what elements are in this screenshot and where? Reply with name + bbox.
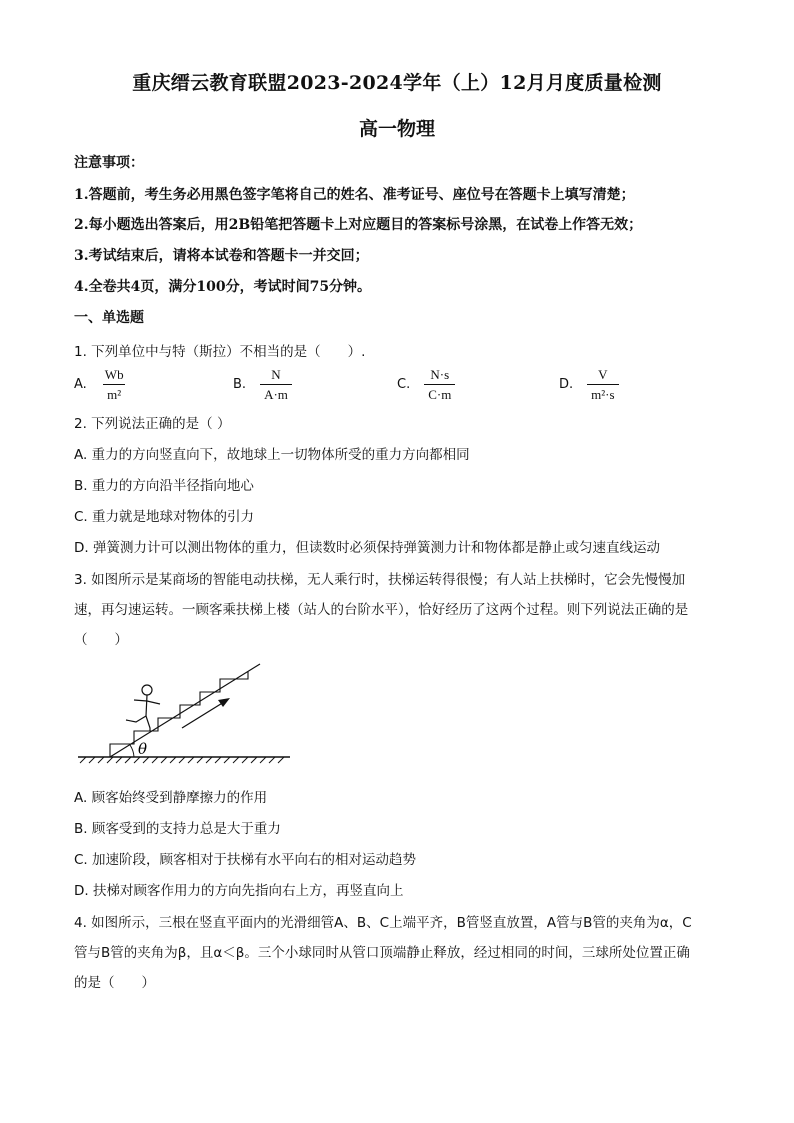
q4-stem-line-1: 4. 如图所示，三根在竖直平面内的光滑细管A、B、C上端平齐，B管竖直放置，A管与B管的夹角为α，C (74, 915, 692, 931)
q2-stem: 2. 下列说法正确的是（ ） (74, 416, 231, 432)
notice-item-1: 1.答题前，考生务必用黑色签字笔将自己的姓名、准考证号、座位号在答题卡上填写清楚； (74, 187, 635, 203)
angle-arc (130, 745, 134, 757)
escalator-diagram (74, 660, 294, 772)
unit-fraction (424, 368, 455, 401)
q2-option-b: B. 重力的方向沿半径指向地心 (74, 478, 254, 494)
option-letter: B. (233, 376, 247, 392)
fraction-denominator: m² (103, 384, 125, 401)
fraction-denominator: C·m (424, 384, 455, 401)
q1-options (0, 362, 794, 406)
q2-option-a: A. 重力的方向竖直向下，故地球上一切物体所受的重力方向都相同 (74, 447, 470, 463)
motion-arrow-shaft (182, 702, 224, 728)
option-letter: C. (397, 376, 411, 392)
incline-line (110, 664, 260, 757)
q2-option-d: D. 弹簧测力计可以测出物体的重力，但读数时必须保持弹簧测力计和物体都是静止或匀速直线运动 (74, 540, 660, 556)
q3-option-d: D. 扶梯对顾客作用力的方向先指向右上方，再竖直向上 (74, 883, 404, 899)
unit-fraction (260, 368, 292, 401)
option-letter: A. (74, 376, 87, 392)
q3-option-b: B. 顾客受到的支持力总是大于重力 (74, 821, 281, 837)
angle-label: θ (138, 740, 148, 758)
unit-fraction (101, 368, 128, 401)
person-figure (126, 685, 160, 731)
exam-title: 重庆缙云教育联盟2023-2024学年（上）12月月度质量检测 (132, 72, 662, 94)
motion-arrow-icon (218, 698, 230, 707)
notice-heading: 注意事项： (74, 155, 144, 171)
q1-option-d (559, 362, 619, 406)
fraction-denominator: A·m (260, 384, 292, 401)
q4-stem-line-3: 的是（ ） (74, 975, 155, 991)
q2-option-c: C. 重力就是地球对物体的引力 (74, 509, 255, 525)
q3-stem-line-2: 速，再匀速运转。一顾客乘扶梯上楼（站人的台阶水平），恰好经历了这两个过程。则下列说法正确的是 (74, 602, 689, 618)
fraction-numerator: V (598, 366, 608, 382)
q3-stem-line-1: 3. 如图所示是某商场的智能电动扶梯，无人乘行时，扶梯运转得很慢；有人站上扶梯时，它会先慢慢加 (74, 572, 686, 588)
notice-item-3: 3.考试结束后，请将本试卷和答题卡一并交回； (74, 248, 369, 264)
fraction-numerator: N·s (430, 366, 450, 382)
q3-option-c: C. 加速阶段，顾客相对于扶梯有水平向右的相对运动趋势 (74, 852, 417, 868)
fraction-numerator: N (271, 366, 281, 382)
fraction-denominator: m²·s (587, 384, 618, 401)
section-heading: 一、单选题 (74, 310, 144, 326)
q1-option-c (397, 362, 455, 406)
notice-item-2: 2.每小题选出答案后，用2B铅笔把答题卡上对应题目的答案标号涂黑，在试卷上作答无效； (74, 217, 643, 233)
q1-stem: 1. 下列单位中与特（斯拉）不相当的是（ ）. (74, 344, 366, 360)
option-letter: D. (559, 376, 574, 392)
q3-stem-line-3: （ ） (74, 632, 128, 648)
q4-stem-line-2: 管与B管的夹角为β，且α＜β。三个小球同时从管口顶端静止释放，经过相同的时间，三球所处位置正确 (74, 945, 690, 961)
q1-option-a (74, 362, 128, 406)
notice-item-4: 4.全卷共4页，满分100分，考试时间75分钟。 (74, 279, 372, 295)
q1-option-b (233, 362, 292, 406)
q3-option-a: A. 顾客始终受到静摩擦力的作用 (74, 790, 268, 806)
fraction-numerator: Wb (104, 366, 124, 382)
ground-hatching (80, 757, 284, 763)
unit-fraction (587, 368, 618, 401)
subject-title: 高一物理 (358, 118, 435, 140)
